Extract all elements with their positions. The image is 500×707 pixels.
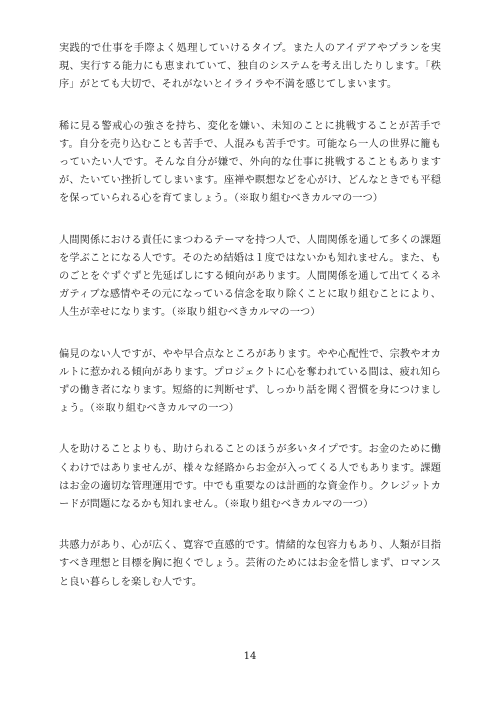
paragraph-relationships: 人間関係における責任にまつわるテーマを持つ人で、人間関係を通して多くの課題を学ぶことになる人です。そのため結婚は１度ではないかも知れません。また、ものごとをぐずぐずと先延ばしにする傾向があります。人間関係を通して出てくるネガティブな感情やその元になっている信念を取り除くことに取り組むことにより、人生が幸せになります。（※取り組むべきカルマの一つ）: [59, 234, 441, 319]
paragraph-cautious-type: 稀に見る警戒心の強さを持ち、変化を嫌い、未知のことに挑戦することが苦手です。自分を売り込むことも苦手で、人混みも苦手です。可能なら一人の世界に籠もっていたい人です。そんな自分が嫌で、外向的な仕事に挑戦することもありますが、たいてい挫折してしまいます。座禅や瞑想などを心がけ、どんなときでも平穏を保っていられる心を育てましょう。（※取り組むべきカルマの一つ）: [59, 120, 441, 205]
paragraph-open-minded: 偏見のない人ですが、やや早合点なところがあります。やや心配性で、宗教やオカルトに惹かれる傾向があります。プロジェクトに心を奪われている間は、疲れ知らずの働き者になります。短絡的に判断せず、しっかり話を聞く習慣を身につけましょう。（※取り組むべきカルマの一つ）: [59, 348, 441, 415]
page-body: [59, 40, 441, 615]
paragraph-money: 人を助けることよりも、助けられることのほうが多いタイプです。お金のために働くわけではありませんが、様々な経路からお金が入ってくる人でもあります。課題はお金の適切な管理運用です。中でも重要なのは計画的な資金作り。クレジットカードが問題になるかも知れません。（※取り組むべきカルマの一つ）: [59, 444, 441, 511]
page-number: 14: [243, 651, 257, 662]
paragraph-orderly-type: 実践的で仕事を手際よく処理していけるタイプ。また人のアイデアやプランを実現、実行する能力にも恵まれていて、独自のシステムを考え出したりします。「秩序」がとても大切で、それがないとイライラや不満を感じてしまいます。: [59, 43, 441, 91]
paragraph-empathy: 共感力があり、心が広く、寛容で直感的です。情緒的な包容力もあり、人類が目指すべき理想と目標を胸に抱くでしょう。芸術のためにはお金を惜しまず、ロマンスと良い暮らしを楽しむ人です。: [59, 540, 441, 588]
